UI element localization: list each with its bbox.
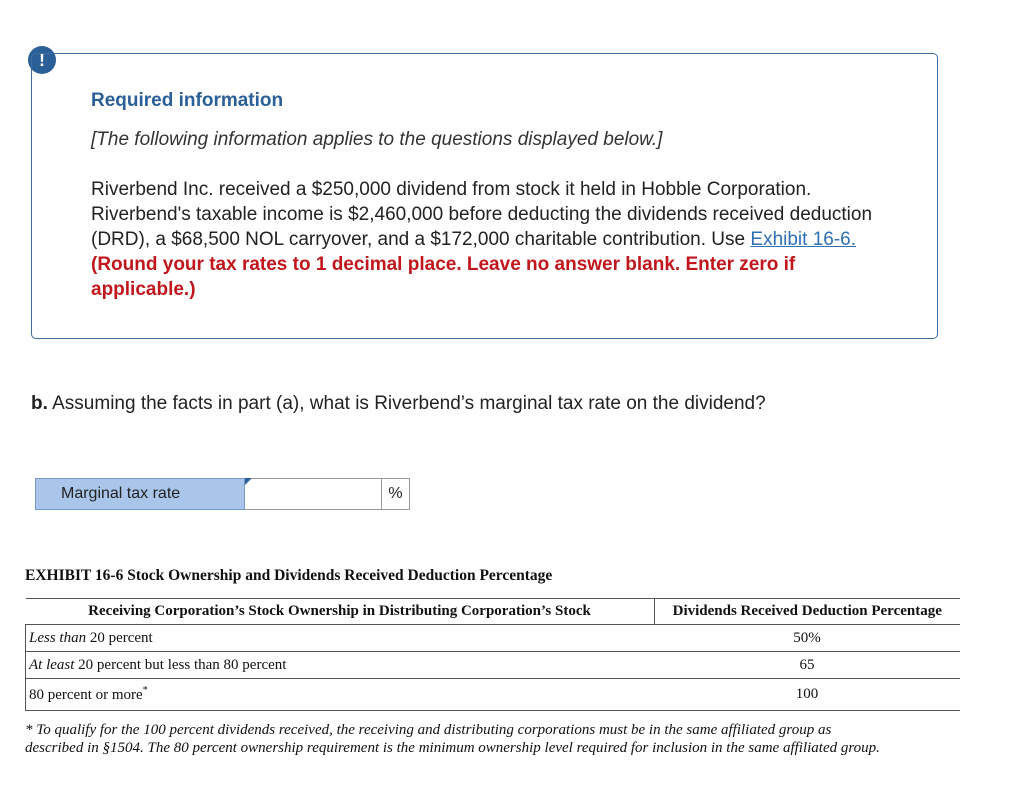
answer-input-wrapper xyxy=(245,478,382,510)
exhibit-title: EXHIBIT 16-6 Stock Ownership and Dividends Received Deduction Percentage xyxy=(25,567,553,584)
header-ownership: Receiving Corporation’s Stock Ownership in Distributing Corporation’s Stock xyxy=(26,599,655,625)
ownership-text: 20 percent xyxy=(86,629,153,646)
ownership-cell xyxy=(26,652,655,679)
ownership-cell xyxy=(26,679,655,711)
marginal-tax-rate-input[interactable] xyxy=(245,478,382,510)
footnote-marker: * xyxy=(142,685,148,696)
answer-label: Marginal tax rate xyxy=(35,478,245,510)
ownership-text: 20 percent but less than 80 percent xyxy=(74,656,287,673)
info-body xyxy=(91,177,891,302)
table-header-row xyxy=(26,599,961,625)
percent-unit: % xyxy=(382,478,410,510)
table-row xyxy=(26,679,961,711)
drd-value-cell: 65 xyxy=(654,652,960,679)
ownership-qualifier: At least xyxy=(29,656,75,673)
info-subtitle: [The following information applies to the questions displayed below.] xyxy=(91,129,663,150)
exhibit-footnote: * To qualify for the 100 percent dividends received, the receiving and distributing corporations must be in the same affiliated group as described in §1504. The 80 percent ownership requirement is the minimum ownership level required for inclusion in the same affiliated group. xyxy=(25,722,880,756)
table-row xyxy=(26,625,961,652)
question-text: Assuming the facts in part (a), what is Riverbend’s marginal tax rate on the dividend? xyxy=(47,393,766,414)
ownership-text: 80 percent or more xyxy=(29,687,143,703)
question-label: b. xyxy=(31,393,48,414)
required-info-panel xyxy=(31,53,938,339)
info-title: Required information xyxy=(91,90,284,111)
info-body-text: Riverbend Inc. received a $250,000 dividend from stock it held in Hobble Corporation. Riverbend's taxable income is $2,460,000 before deducting the dividends received deduction (DRD), a $68,500 NOL carryover, and a $172,000 charitable contribution. Use xyxy=(91,179,873,250)
question-b xyxy=(31,393,766,415)
drd-value-cell: 100 xyxy=(654,679,960,711)
exhibit-link[interactable]: Exhibit 16-6. xyxy=(750,229,857,250)
answer-row xyxy=(35,478,410,510)
header-drd-percentage: Dividends Received Deduction Percentage xyxy=(654,599,960,625)
ownership-qualifier: Less than xyxy=(29,629,87,646)
ownership-cell xyxy=(26,625,655,652)
rounding-instruction: (Round your tax rates to 1 decimal place. Leave no answer blank. Enter zero if applicable.) xyxy=(91,254,796,300)
drd-value-cell: 50% xyxy=(654,625,960,652)
table-row xyxy=(26,652,961,679)
exhibit-table xyxy=(25,598,960,711)
alert-icon: ! xyxy=(28,46,56,74)
